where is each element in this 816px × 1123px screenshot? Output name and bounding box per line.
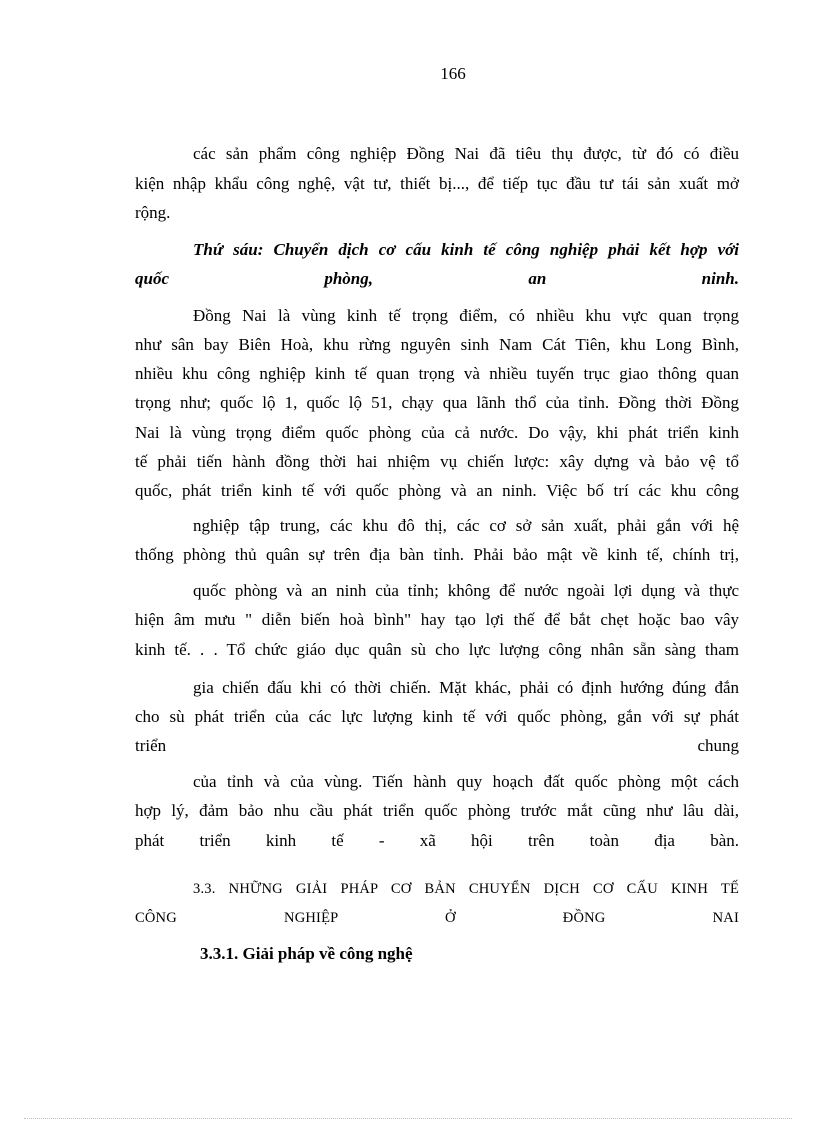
para2-line5: Nai là vùng trọng điểm quốc phòng của cả nước. Do vậy, khi phát triển kinh xyxy=(135,423,739,442)
para4-line1: quốc phòng và an ninh của tỉnh; không để nước ngoài lợi dụng và thực xyxy=(193,581,739,600)
heading-thu-sau-line1: Thứ sáu: Chuyển dịch cơ cấu kinh tế công nghiệp phải kết hợp với xyxy=(193,240,739,259)
para5-line1: gia chiến đấu khi có thời chiến. Mặt khác, phải có định hướng đúng đắn xyxy=(193,678,739,697)
para3-line2: thống phòng thủ quân sự trên địa bàn tỉnh. Phải bảo mật về kinh tế, chính trị, xyxy=(135,545,739,564)
section-3-3-heading-line1: 3.3. NHỮNG GIẢI PHÁP CƠ BẢN CHUYỂN DỊCH CƠ CẤU KINH TẾ xyxy=(193,881,739,897)
para4-line3: kinh tế. . . Tổ chức giáo dục quân sù cho lực lượng công nhân sẵn sàng tham xyxy=(135,640,739,659)
para2-line3: nhiều khu công nghiệp kinh tế quan trọng và nhiều tuyến trục giao thông quan xyxy=(135,364,739,383)
para2-line6: tế phải tiến hành đồng thời hai nhiệm vụ chiến lược: xây dựng và bảo vệ tổ xyxy=(135,452,739,471)
para6-line2: hợp lý, đảm bảo nhu cầu phát triển quốc phòng trước mắt cũng như lâu dài, xyxy=(135,801,739,820)
para1-line2: kiện nhập khẩu công nghệ, vật tư, thiết bị..., để tiếp tục đầu tư tái sản xuất mở xyxy=(135,174,739,193)
para2-line4: trọng như; quốc lộ 1, quốc lộ 51, chạy qua lãnh thổ của tỉnh. Đồng thời Đồng xyxy=(135,393,739,412)
section-3-3-1-heading: 3.3.1. Giải pháp về công nghệ xyxy=(200,944,413,963)
para2-line2: như sân bay Biên Hoà, khu rừng nguyên sinh Nam Cát Tiên, khu Long Bình, xyxy=(135,335,739,354)
para2-line1: Đồng Nai là vùng kinh tế trọng điểm, có nhiều khu vực quan trọng xyxy=(193,306,739,325)
section-3-3-heading-line2: CÔNG NGHIỆP Ở ĐỒNG NAI xyxy=(135,910,739,926)
para1-line3: rộng. xyxy=(135,203,171,222)
para1-line1: các sản phẩm công nghiệp Đồng Nai đã tiêu thụ được, từ đó có điều xyxy=(193,144,739,163)
para2-line7: quốc, phát triển kinh tế với quốc phòng và an ninh. Việc bố trí các khu công xyxy=(135,481,739,500)
page-number: 166 xyxy=(440,64,466,83)
para3-line1: nghiệp tập trung, các khu đô thị, các cơ sở sản xuất, phải gắn với hệ xyxy=(193,516,739,535)
para6-line3: phát triển kinh tế - xã hội trên toàn địa bàn. xyxy=(135,831,739,850)
para5-line3: triển chung xyxy=(135,736,739,755)
bottom-rule xyxy=(24,1118,792,1119)
para5-line2: cho sù phát triển của các lực lượng kinh tế với quốc phòng, gắn với sự phát xyxy=(135,707,739,726)
heading-thu-sau-line2: quốc phòng, an ninh. xyxy=(135,269,739,288)
para4-line2: hiện âm mưu " diễn biến hoà bình" hay tạo lợi thế để bắt chẹt hoặc bao vây xyxy=(135,610,739,629)
para6-line1: của tỉnh và của vùng. Tiến hành quy hoạch đất quốc phòng một cách xyxy=(193,772,739,791)
